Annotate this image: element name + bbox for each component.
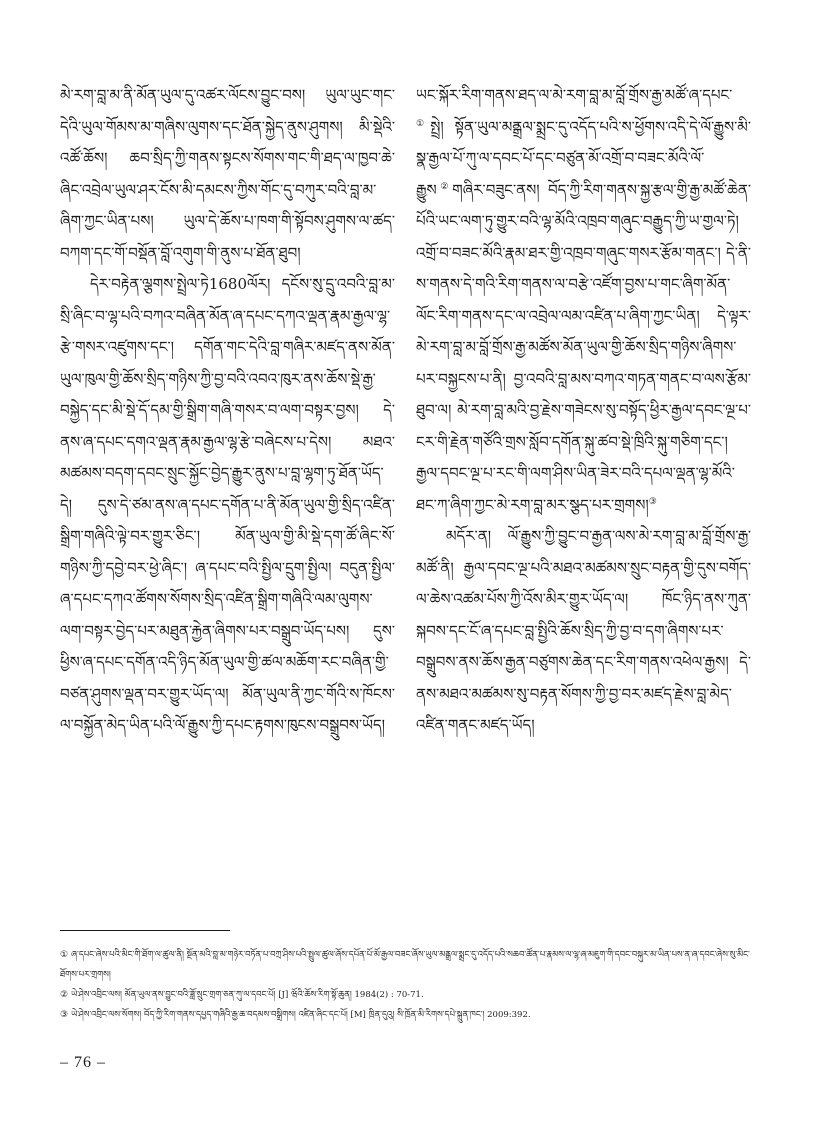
left-paragraph-2: དེར་བརྟེན་ལྕགས་སྤྲེལ་ཏེ1680ལོར། དངོས་སུ་དྲུ་འབའི་བླ་མ་སྲི་ཞིང་བ་ལྷ་པའི་བཀའ་བཞིན་མོན་ཞ་དཔང་དཀའ་ལྡན་རྣམ་རྒྱལ་ལྷ་རྩེ་གསར་འཛུགས་དང་། དགོན་གང་དེའི་བླ་གཞིར་མཛད་ནས་མོན་ཡུལ་ཁུལ་གྱི་ཆོས་སྲིད་གཉིས་ཀྱི་བྱ་བའི་འབའ་ཁུར་ནས་ཆོས་སྡེ་རྒྱ་བསྐྱེད་དང་མི་སྡེ་དོ་དམ་གྱི་སྒྲིག་གཞི་གསར་བ་ལག་བསྟར་བྱས། དེ་ནས་ཞ་དཔང་དགའ་ལྡན་རྣམ་རྒྱལ་ལྷ་རྩེ་བཞེངས་པ་དེས། མཐའ་མཚམས་བདག་དབང་སྲུང་སྐྱོང་བྱེད་རྒྱུར་ནུས་པ་བླ་ལྷག་ཏུ་ཐོན་ཡོད་དེ། དུས་དེ་ཙམ་ནས་ཞ་དཔང་དགོན་པ་ནི་མོན་ཡུལ་གྱི་སྲིད་འཛིན་སྒྲིག་གཞིའི་ལྟེ་བར་གྱུར་ཅིང་། མོན་ཡུལ་གྱི་མི་སྡེ་དག་ཚོ་ཞིང་སོ་གཉིས་ཀྱི་དབྱེ་བར་ཕྱེ་ཞིང་། ཞ་དཔང་བའི་སྤྱིལ་དྲུག་སྤྱིལ། བདུན་སྤྱིལ་ཞ་དཔང་དཀའ་ཚོགས་སོགས་སྲིད་འཛིན་སྒྲིག་གཞིའི་ལམ་ལུགས་ལག་བསྟར་བྱེད་པར་མཐུན་རྐྱེན་ཞིགས་པར་བསྒྲུབ་ཡོད་པས། དུས་ཕྱིས་ཞ་དཔང་དགོན་འདི་ཉིད་མོན་ཡུལ་གྱི་ཚལ་མཆོག་རང་བཞིན་གྱི་བཙན་ཤུགས་ལྡན་བར་གྱུར་ཡོད་ལ། མོན་ཡུལ་ནི་ཀྱང་གོའི་ས་ཁོངས་ལ་བསྐྱོན་མེད་ཡིན་པའི་ལོ་རྒྱུས་ཀྱི་དཔང་རྟགས་ཁུངས་བསྒྲུབས་ཡོད། xyxy=(60,275,395,734)
footnote-1-text: ཞ་དཔང་ཞེས་པའི་མིང་གི་ཐོག་ལ་ཚུལ་ནི། སྔོན་མའི་བླ་མ་གཉེར་བཏོན་པ་བཀྲ་ཤིས་པའི་སྤྲུལ་ཚུལ་ཞོས་དཔོན་པོ་མོ་རྒྱལ་བཟང་ཞོས་ཡུལ་མནྒྲལ་སྨྲང་དུ་འདོད་པའི་སཆབ་ཚོན་པ་རྣམས་ལ་ལྷ་ཞ་མཇུག་གི་དབང་བསྐུར་མ་ཡིན་པས་ན་ཞ་དབང་ཞེས་སུ་མིང་ཐོགས་པར་གྲགས། xyxy=(60,950,750,980)
footnote-3-text: ཡེ་ཤེས་འབྲིང་ལས་སོགས། བོད་ཀྱི་རིག་གནས་དཔྱད་གཞིའི་རྒྱ་ཆ་བདམས་བསྒྲིགས། འཛིན་ཞིང་དང་པོ། [M] ཁྲིན་དུའུ། སི་ཁྲོན་མི་རིགས་དཔེ་སྐྲུན་ཁང་། 2009:392. xyxy=(71,1010,531,1020)
footnote-divider xyxy=(60,930,230,931)
right-paragraph-1-part-b: སྤྲེ། སྟོན་ཡུལ་མནྒྲལ་སྨྲང་དུ་འདོད་པའི་ས་ཕྱོགས་འདི་དེ་ལོ་རྒྱུས་མི་སྣ་རྒྱལ་པོ་ཀུ་ལ་དབང་པོ་དང་བཙུན་མོ་འགྲོ་བ་བཟང་མོའི་ལོ་རྒྱུས xyxy=(416,117,751,199)
right-paragraph-1-part-c: གཞིར་བཟུང་ནས། བོད་ཀྱི་རིག་གནས་སྐྱ་རྩལ་གྱི་རྒྱ་མཚོ་ཆེན་པོའི་ཡང་ལག་ཏུ་གྱུར་བའི་ལྷ་མོའི་འཁྲབ་གཞུང་བརྒྱུད་ཀྱི་ཡ་གྱལ་ཏེ། འགྲོ་བ་བཟང་མོའི་རྣམ་ཐར་གྱི་འཁྲབ་གཞུང་གསར་རྩོམ་གནང་། དེ་ནི་ས་གནས་དེ་གའི་རིག་གནས་ལ་བརྩེ་འཛོག་བྱས་པ་གང་ཞིག་མོན་ལོང་རིག་གནས་དང་ལ་འབྲེལ་ལམ་འཛིན་པ་ཞིག་ཀྱང་ཡིན། དེ་ལྟར་མེ་རག་བླ་མ་བློ་གྲོས་རྒྱ་མཚོས་མོན་ཡུལ་གྱི་ཆོས་སྲིད་གཉིས་ཞིགས་པར་བསྐྱངས་པ་ནི། བྱ་འབའི་བླ་མས་བཀའ་གཏན་གནང་བ་ལས་རྩོམ་ཐུབ་ལ། མེ་རག་བླ་མའི་བྱ་རྗེས་གཟེངས་སུ་བསྟོད་ཕྱིར་རྒྱལ་དབང་ལྔ་པ་ངར་གི་རྗེན་གཙོའི་གྲས་སློབ་དགོན་སྐུ་ཚབ་སྡེ་ཁྲིའི་སྐུ་གཅིག་དང་། རྒྱལ་དབང་ལྔ་པ་རང་གི་ལག་ཤིས་ཡིན་ཟེར་བའི་དཔལ་ལྡན་ལྷ་མོའི་ཐང་ཀ་ཞིག་ཀྱང་མེ་རག་བླ་མར་སྩད་པར་གྲགས། xyxy=(416,180,751,514)
footnote-3-number: ③ xyxy=(60,1010,69,1020)
footnote-2-text: ཡེ་ཤེས་འབྲིང་ལས། མོན་ཡུལ་ནས་བྱུང་བའི་ཟློ་སྲུང་གྲག་ཅན་ཀུ་ལ་དབང་པོ། [J] ཝོའི་ཆོས་རིག་སྟོ་ཆུན། 1984(2) : 70-71. xyxy=(71,990,424,1000)
footnote-1 xyxy=(60,945,760,985)
right-paragraph-1-part-a: ཡང་སྐོར་རིག་གནས་ཐད་ལ་མེ་རག་བླ་མ་བློ་གྲོས་རྒྱ་མཚོ་ཞ་དཔང་ xyxy=(416,86,733,104)
left-paragraph-1: མེ་རག་བླ་མ་ནི་མོན་ཡུལ་དུ་འཚར་ལོངས་བྱུང་བས། ཡུལ་ཡུང་གང་དེའི་ཡུལ་གོམས་མ་གཞིས་ལུགས་དང་ཐོན་སྐྱེད་ནུས་ཤུགས། མི་སྡེའི་འཚོ་ཆོས། ཆབ་སྲིད་ཀྱི་གནས་སྟངས་སོགས་གང་གི་ཐད་ལ་ཁྱབ་ཆེ་ཞིང་འབྲེལ་ཡུལ་ཤར་ངོས་མི་དམངས་ཀྱིས་གོང་དུ་བཀུར་བའི་བླ་མ་ཞིག་ཀྱང་ཡིན་པས། ཡུལ་དེ་ཆོས་པ་ཁག་གི་སྟོབས་ཤུགས་ལ་ཚད་བཀག་དང་གོ་བསྡོན་བློ་འགུག་གི་ནུས་པ་ཐོན་ཐུབ། xyxy=(60,86,395,262)
page-number: – 76 – xyxy=(60,1054,106,1071)
footnote-ref-3: ③ xyxy=(648,496,657,507)
footnote-2 xyxy=(60,985,760,1005)
footnote-2-number: ② xyxy=(60,990,69,1000)
right-text-column xyxy=(416,80,751,742)
footnote-3 xyxy=(60,1005,760,1025)
right-paragraph-1 xyxy=(416,80,751,521)
right-paragraph-2: མདོར་ན། ལོ་རྒྱུས་ཀྱི་བྱུང་བ་རྒྱན་ལས་མེ་རག་བླ་མ་བློ་གྲོས་རྒྱ་མཚོ་ནི། རྒྱལ་དབང་ལྔ་པའི་མཐའ་མཚམས་སྲུང་བརྟན་གྱི་དུས་བགོད་ལ་ཆེས་འཚམ་པོས་ཀྱི་འོས་མིར་གྱུར་ཡོད་ལ། ཁོང་ཉིད་ནས་ཀུན་སྐབས་དང་ངོ་ཞ་དཔང་བླ་སྤྱིའི་ཆོས་སྲིད་ཀྱི་བྱ་བ་དག་ཞིགས་པར་བསྒྲུབས་ནས་ཆོས་རྒྱན་བཙུགས་ཆེན་དང་རིག་གནས་འཕེལ་རྒྱས། དེ་ནས་མཐའ་མཚམས་སུ་བརྟན་སོགས་ཀྱི་བྱ་བར་མཛད་རྗེས་བླ་མེད་འཛིན་གནང་མཛད་ཡོད། xyxy=(416,527,751,734)
footnote-ref-2: ② xyxy=(436,181,453,192)
footnote-1-number: ① xyxy=(60,950,69,960)
footnote-ref-1: ① xyxy=(416,118,431,129)
footnotes-section xyxy=(60,945,760,1025)
left-text-column xyxy=(60,80,395,742)
